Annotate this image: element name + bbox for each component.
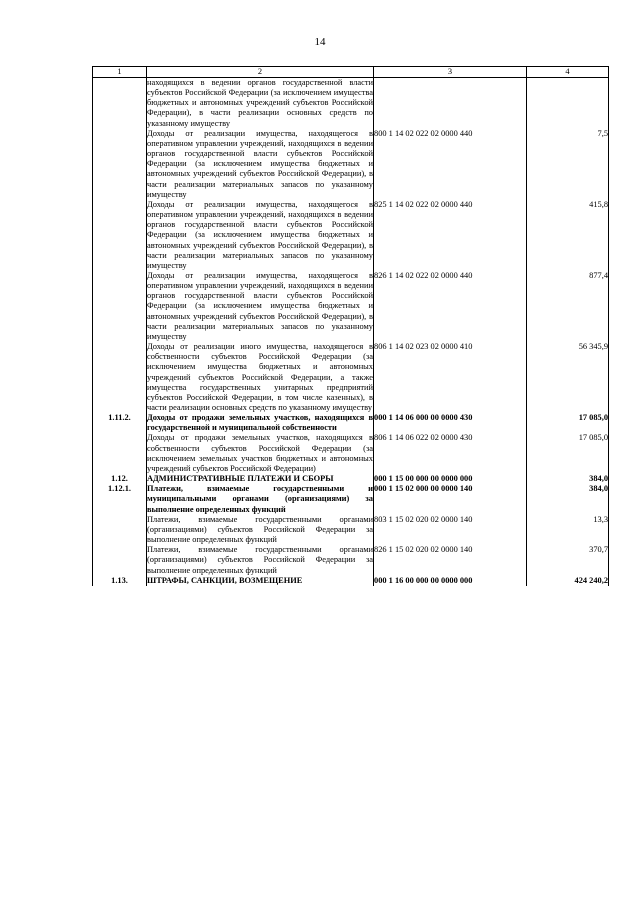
table-row — [93, 271, 609, 342]
row-value: 13,3 — [527, 515, 609, 545]
row-number — [93, 200, 147, 271]
row-number — [93, 271, 147, 342]
page-number: 14 — [314, 36, 326, 48]
table-header — [93, 67, 609, 78]
header-col-2: 2 — [147, 67, 374, 78]
row-number: 1.13. — [93, 576, 147, 586]
row-code: 000 1 15 02 000 00 0000 140 — [374, 484, 527, 514]
row-description: Доходы от продажи земельных участков, находящихся в собственности субъектов Российской Федерации (за исключением земельных участков бюджетных и автономных учреждений субъектов Российской Федерации) — [147, 433, 373, 473]
row-value: 7,5 — [527, 129, 609, 200]
row-code: 000 1 16 00 000 00 0000 000 — [374, 576, 527, 586]
row-value: 384,0 — [527, 484, 609, 514]
budget-table — [92, 66, 609, 586]
table-row — [93, 342, 609, 413]
row-code — [374, 78, 527, 129]
row-number: 1.12. — [93, 474, 147, 484]
row-code: 826 1 15 02 020 02 0000 140 — [374, 545, 527, 575]
row-number — [93, 342, 147, 413]
header-col-1: 1 — [93, 67, 147, 78]
row-code: 825 1 14 02 022 02 0000 440 — [374, 200, 527, 271]
row-description: Платежи, взимаемые государственными органами (организациями) субъектов Российской Федерации за выполнение определенных функций — [147, 545, 373, 575]
table-row — [93, 545, 609, 575]
row-value: 384,0 — [527, 474, 609, 484]
row-number: 1.11.2. — [93, 413, 147, 433]
row-description: находящихся в ведении органов государственной власти субъектов Российской Федерации (за исключением имущества бюджетных и автономных учреждений субъектов Российской Федерации), в части реализации основных средств по указанному имуществу — [147, 78, 373, 128]
row-number — [93, 545, 147, 575]
table-row — [93, 433, 609, 474]
row-description: Доходы от продажи земельных участков, находящихся в государственной и муниципальной собственности — [147, 413, 373, 433]
row-number — [93, 78, 147, 129]
header-col-4: 4 — [527, 67, 609, 78]
row-value: 877,4 — [527, 271, 609, 342]
row-code: 806 1 14 02 023 02 0000 410 — [374, 342, 527, 413]
row-code: 000 1 14 06 000 00 0000 430 — [374, 413, 527, 433]
header-col-3: 3 — [374, 67, 527, 78]
row-value: 17 085,0 — [527, 433, 609, 474]
table-row — [93, 129, 609, 200]
row-number: 1.12.1. — [93, 484, 147, 514]
row-code: 000 1 15 00 000 00 0000 000 — [374, 474, 527, 484]
row-value: 56 345,9 — [527, 342, 609, 413]
table-row — [93, 515, 609, 545]
table-row — [93, 78, 609, 129]
row-code: 800 1 14 02 022 02 0000 440 — [374, 129, 527, 200]
row-description: ШТРАФЫ, САНКЦИИ, ВОЗМЕЩЕНИЕ — [147, 576, 374, 586]
row-code: 806 1 14 06 022 02 0000 430 — [374, 433, 527, 474]
row-value — [527, 78, 609, 129]
table-row — [93, 200, 609, 271]
row-description: Доходы от реализации иного имущества, находящегося в собственности субъектов Российской Федерации (за исключением имущества бюджетных и автономных учреждений субъектов Российской Федерации, а также имущества государственных унитарных предприятий субъектов Российской Федерации, в том числе казенных), в части реализации основных средств по указанному имуществу — [147, 342, 373, 412]
row-code: 803 1 15 02 020 02 0000 140 — [374, 515, 527, 545]
row-number — [93, 129, 147, 200]
row-value: 17 085,0 — [527, 413, 609, 433]
row-value: 424 240,2 — [527, 576, 609, 586]
row-description: Доходы от реализации имущества, находящегося в оперативном управлении учреждений, находящихся в ведении органов государственной власти субъектов Российской Федерации (за исключением имущества бюджетных и автономных учреждений субъектов Российской Федерации), в части реализации материальных запасов по указанному имуществу — [147, 128, 373, 199]
row-description: Доходы от реализации имущества, находящегося в оперативном управлении учреждений, находящихся в ведении органов государственной власти субъектов Российской Федерации (за исключением имущества бюджетных и автономных учреждений субъектов Российской Федерации), в части реализации материальных запасов по указанному имуществу — [147, 199, 373, 270]
row-code: 826 1 14 02 022 02 0000 440 — [374, 271, 527, 342]
table-row — [93, 576, 609, 586]
table-row — [93, 413, 609, 433]
row-number — [93, 515, 147, 545]
table-row — [93, 484, 609, 514]
row-description: АДМИНИСТРАТИВНЫЕ ПЛАТЕЖИ И СБОРЫ — [147, 474, 374, 484]
row-description: Платежи, взимаемые государственными и муниципальными органами (организациями) за выполнение определенных функций — [147, 484, 373, 514]
table-row — [93, 474, 609, 484]
row-value: 415,8 — [527, 200, 609, 271]
row-description: Платежи, взимаемые государственными органами (организациями) субъектов Российской Федерации за выполнение определенных функций — [147, 514, 373, 545]
row-value: 370,7 — [527, 545, 609, 575]
row-number — [93, 433, 147, 474]
row-description: Доходы от реализации имущества, находящегося в оперативном управлении учреждений, находящихся в ведении органов государственной власти субъектов Российской Федерации (за исключением имущества бюджетных и автономных учреждений субъектов Российской Федерации), в части реализации материальных запасов по указанному имуществу — [147, 270, 373, 341]
